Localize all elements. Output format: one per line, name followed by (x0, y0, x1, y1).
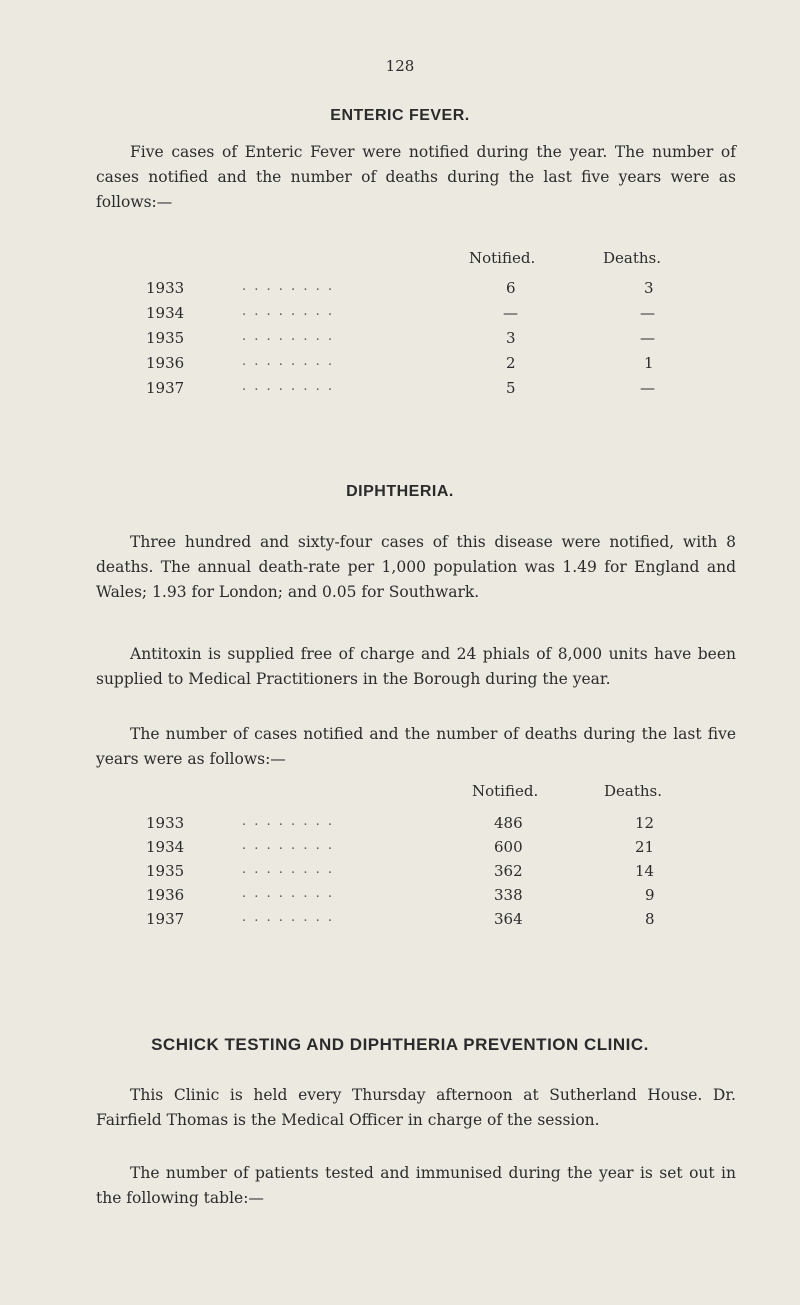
table-row (0, 379, 800, 403)
table-row (0, 354, 800, 378)
schick-testing-heading: SCHICK TESTING AND DIPHTHERIA PREVENTION CLINIC. (151, 1035, 649, 1054)
year-cell: 1936 (146, 886, 185, 904)
leader-dots: . . . . . . . . (242, 862, 334, 877)
diphtheria-paragraph-1: Three hundred and sixty-four cases of this disease were notified, with 8 deaths. The annual death-rate per 1,000 population was 1.49 for England and Wales; 1.93 for London; and 0.05 for Southwark. (96, 533, 736, 601)
notified-cell: 600 (494, 838, 523, 856)
notified-cell: 5 (506, 379, 516, 397)
schick-paragraph-1: This Clinic is held every Thursday afternoon at Sutherland House. Dr. Fairfield Thomas is the Medical Officer in charge of the session. (96, 1086, 736, 1129)
notified-cell: 2 (506, 354, 516, 372)
table-header (0, 782, 800, 806)
deaths-column-header: Deaths. (604, 782, 663, 800)
leader-dots: . . . . . . . . (242, 379, 334, 394)
leader-dots: . . . . . . . . (242, 329, 334, 344)
notified-cell: 338 (494, 886, 523, 904)
year-cell: 1934 (146, 838, 185, 856)
table-row (0, 910, 800, 934)
notified-cell: — (503, 304, 518, 322)
year-cell: 1933 (146, 814, 185, 832)
leader-dots: . . . . . . . . (242, 886, 334, 901)
deaths-cell: — (640, 379, 655, 397)
table-row (0, 814, 800, 838)
deaths-cell: 21 (635, 838, 655, 856)
table-row (0, 279, 800, 303)
deaths-cell: 3 (644, 279, 654, 297)
notified-cell: 6 (506, 279, 516, 297)
year-cell: 1937 (146, 910, 185, 928)
diphtheria-paragraph-3: The number of cases notified and the number of deaths during the last five years were as follows:— (96, 725, 736, 768)
year-cell: 1935 (146, 329, 185, 347)
deaths-cell: 14 (635, 862, 655, 880)
notified-cell: 3 (506, 329, 516, 347)
deaths-cell: 12 (635, 814, 655, 832)
diphtheria-heading: DIPHTHERIA. (346, 483, 454, 500)
notified-cell: 486 (494, 814, 523, 832)
page-number: 128 (385, 57, 415, 75)
leader-dots: . . . . . . . . (242, 304, 334, 319)
deaths-cell: 1 (644, 354, 654, 372)
deaths-cell: 9 (645, 886, 655, 904)
table-row (0, 329, 800, 353)
year-cell: 1935 (146, 862, 185, 880)
year-cell: 1936 (146, 354, 185, 372)
notified-cell: 362 (494, 862, 523, 880)
notified-column-header: Notified. (472, 782, 539, 800)
diphtheria-paragraph-2: Antitoxin is supplied free of charge and 24 phials of 8,000 units have been supplied to Medical Practitioners in the Borough during the year. (96, 645, 736, 688)
enteric-fever-paragraph: Five cases of Enteric Fever were notified during the year. The number of cases notified and the number of deaths during the last five years were as follows:— (96, 143, 736, 211)
table-row (0, 886, 800, 910)
year-cell: 1933 (146, 279, 185, 297)
leader-dots: . . . . . . . . (242, 279, 334, 294)
schick-paragraph-2: The number of patients tested and immunised during the year is set out in the following table:— (96, 1164, 736, 1207)
enteric-fever-heading: ENTERIC FEVER. (330, 107, 470, 124)
table-row (0, 862, 800, 886)
table-row (0, 304, 800, 328)
notified-cell: 364 (494, 910, 523, 928)
leader-dots: . . . . . . . . (242, 354, 334, 369)
year-cell: 1937 (146, 379, 185, 397)
leader-dots: . . . . . . . . (242, 814, 334, 829)
deaths-cell: — (640, 304, 655, 322)
table-header (0, 249, 800, 273)
year-cell: 1934 (146, 304, 185, 322)
leader-dots: . . . . . . . . (242, 910, 334, 925)
leader-dots: . . . . . . . . (242, 838, 334, 853)
notified-column-header: Notified. (469, 249, 536, 267)
deaths-cell: — (640, 329, 655, 347)
table-row (0, 838, 800, 862)
deaths-cell: 8 (645, 910, 655, 928)
deaths-column-header: Deaths. (603, 249, 662, 267)
